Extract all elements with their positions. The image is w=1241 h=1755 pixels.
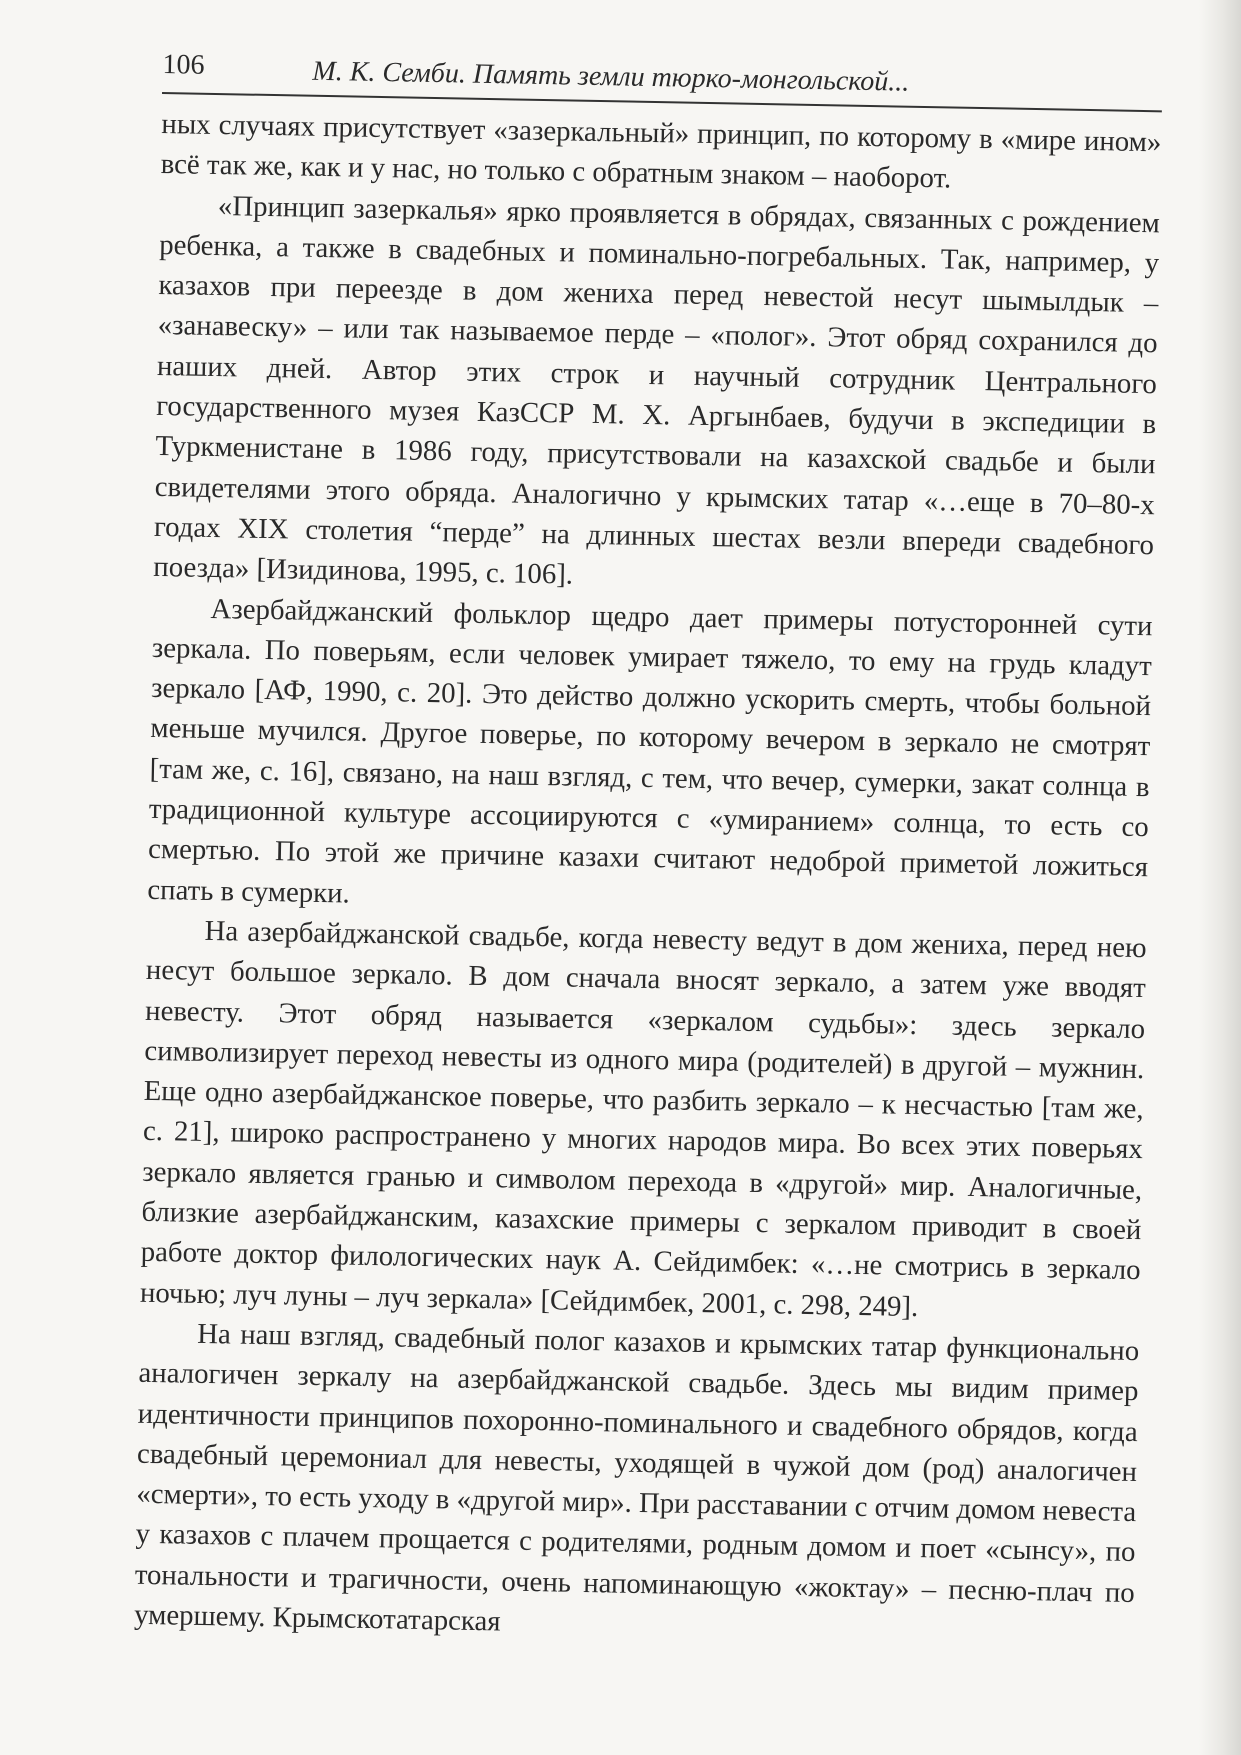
running-title: М. К. Семби. Память земли тюрко-монгольской... bbox=[312, 55, 910, 98]
page-number: 106 bbox=[162, 48, 205, 81]
paragraph-wedding-curtain: На наш взгляд, свадебный полог казахов и крымских татар функционально аналогичен зеркалу на азербайджанской свадьбе. Здесь мы видим пример идентичности принципов похоронно-поминального и свадебного обрядов, когда свадебный церемониал для невесты, уходящей в чужой дом (род) аналогичен «смерти», то есть уходу в «другой мир». При расставании с отчим домом невеста у казахов с плачем прощается с родителями, родным домом и поет «сынсу», по тональности и трагичности, очень напоминающую «жоктау» – песню-плач по умершему. Крымскотатарская bbox=[133, 1317, 1140, 1638]
page-header bbox=[162, 40, 1163, 112]
paragraph-azerbaijani-wedding: На азербайджанской свадьбе, когда невесту ведут в дом жениха, перед нею несут большое зеркало. В дом сначала вносят зеркало, а затем уже вводят невесту. Этот обряд называется «зеркалом судьбы»: здесь зеркало символизирует переход невесты из одного мира (родителей) в другой – мужнин. Еще одно азербайджанское поверье, что разбить зеркало – к несчастью [там же, с. 21], широко распространено у многих народов мира. Во всех этих поверьях зеркало является гранью и символом перехода в «другой» мир. Аналогичные, близкие азербайджанским, казахские примеры с зеркалом приводит в своей работе доктор филологических наук А. Сейдимбек: «…не смотрись в зеркало ночью; луч луны – луч зеркала» [Сейдимбек, 2001, с. 298, 249]. bbox=[139, 914, 1147, 1323]
scan-shadow-edge bbox=[1199, 0, 1241, 1755]
paragraph-mirror-principle: «Принцип зазеркалья» ярко проявляется в обрядах, связанных с рождением ребенка, а также в свадебных и поминально-погребальных. Так, например, у казахов при переезде в дом жениха перед невестой несут шымылдык – «занавеску» – или так называемое перде – «полог». Этот обряд сохранился до наших дней. Автор этих строк и научный сотрудник Центрального государственного музея КазССР М. Х. Аргынбаев, будучи в экспедиции в Туркменистане в 1986 году, присутствовали на казахской свадьбе и были свидетелями этого обряда. Аналогично у крымских татар «…еще в 70–80-х годах XIX столетия “перде” на длинных шестах везли впереди свадебного поезда» [Изидинова, 1995, с. 106]. bbox=[153, 189, 1161, 591]
paragraph-continued: ных случаях присутствует «зазеркальный» принцип, по которому в «мире ином» всё так же, как и у нас, но только с обратным знаком – наоборот. bbox=[160, 107, 1162, 195]
page-content bbox=[134, 40, 1163, 1653]
paragraph-azerbaijani-folklore: Азербайджанский фольклор щедро дает примеры потусторонней сути зеркала. По поверьям, если человек умирает тяжело, то ему на грудь кладут зеркало [АФ, 1990, с. 20]. Это действо должно ускорить смерть, чтобы больной меньше мучился. Другое поверье, по которому вечером в зеркало не смотрят [там же, с. 16], связано, на наш взгляд, с тем, что вечер, сумерки, закат солнца в традиционной культуре ассоциируются с «умиранием» солнца, то есть со смертью. По этой же причине казахи считают недоброй приметой ложиться спать в сумерки. bbox=[147, 592, 1153, 910]
